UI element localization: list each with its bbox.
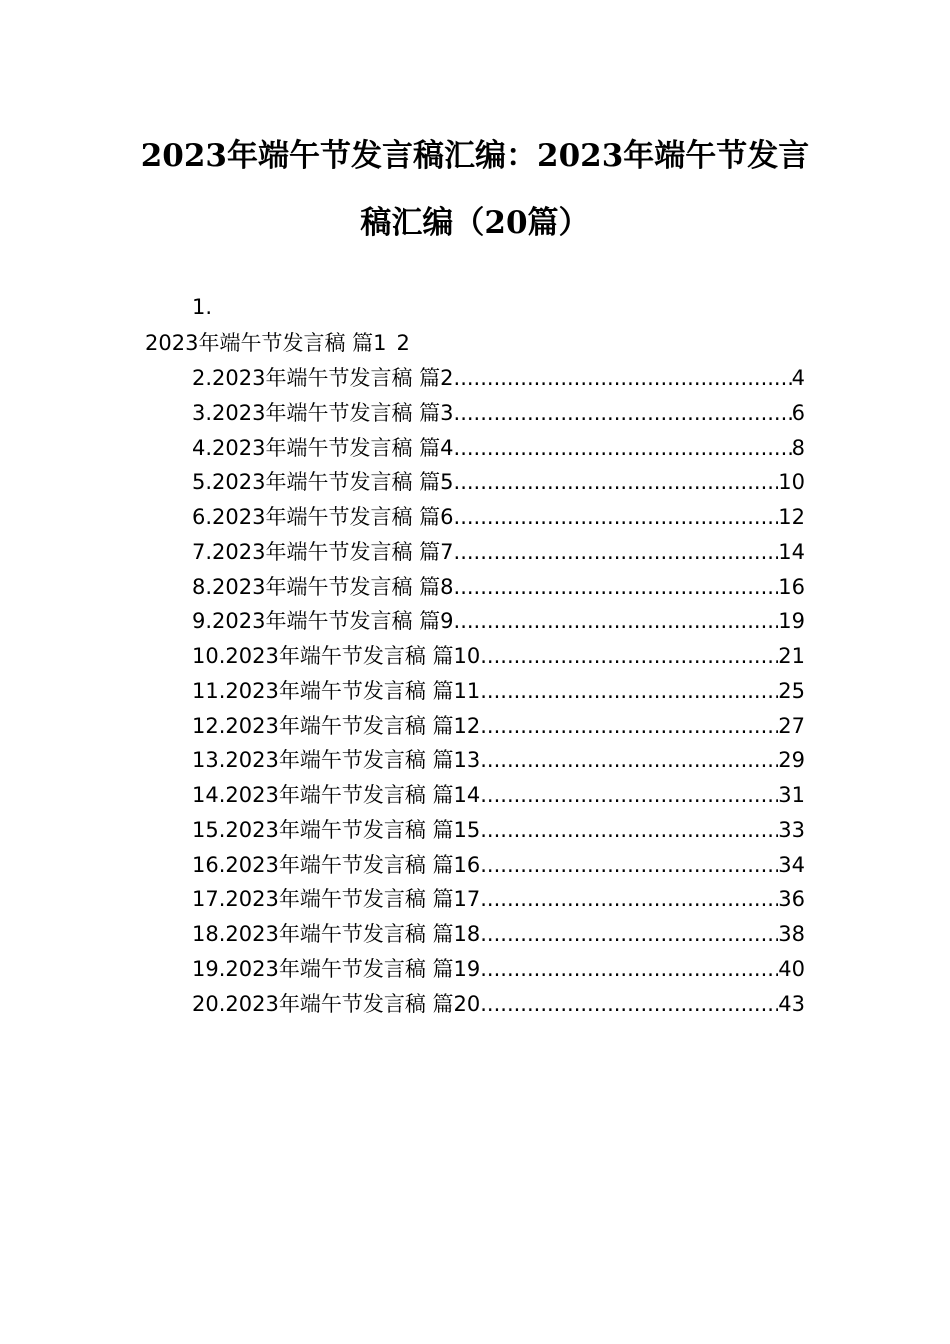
toc-dot-leader — [480, 780, 778, 810]
toc-entry-page: 29 — [778, 748, 805, 773]
toc-entry[interactable] — [192, 363, 805, 393]
toc-entry[interactable] — [192, 884, 805, 914]
toc-entry[interactable] — [192, 502, 805, 532]
toc-entry-page: 4 — [791, 366, 805, 390]
toc-entry[interactable] — [192, 954, 805, 984]
toc-entry[interactable] — [192, 919, 805, 949]
toc-entry-label: 8.2023年端午节发言稿 篇8 — [192, 574, 454, 599]
toc-dot-leader — [454, 363, 792, 393]
toc-dot-leader — [454, 398, 792, 428]
toc-dot-leader — [454, 537, 779, 567]
toc-entry[interactable] — [192, 850, 805, 880]
toc-dot-leader — [454, 606, 779, 636]
toc-entry-label: 18.2023年端午节发言稿 篇18 — [192, 922, 481, 946]
toc-entry-page: 36 — [778, 887, 805, 912]
toc-entry-label: 6.2023年端午节发言稿 篇6 — [192, 505, 454, 529]
toc-entry[interactable] — [192, 711, 805, 741]
toc-entry-label: 17.2023年端午节发言稿 篇17 — [192, 887, 481, 912]
toc-entry-1-page: 2 — [396, 331, 410, 355]
toc-entry-page: 16 — [778, 574, 805, 599]
toc-entry[interactable] — [192, 815, 805, 845]
toc-entry[interactable] — [192, 989, 805, 1019]
toc-entry-label: 5.2023年端午节发言稿 篇5 — [192, 470, 454, 495]
toc-entry[interactable] — [192, 780, 805, 810]
document-title-line-2: 稿汇编（20篇） — [360, 205, 590, 241]
toc-entry[interactable] — [192, 676, 805, 706]
toc-entry[interactable] — [192, 398, 805, 428]
toc-entry-label: 16.2023年端午节发言稿 篇16 — [192, 852, 481, 877]
toc-dot-leader — [480, 815, 778, 845]
toc-entry-page: 43 — [778, 991, 805, 1016]
toc-entry[interactable] — [192, 606, 805, 636]
toc-dot-leader — [454, 467, 779, 497]
toc-dot-leader — [480, 919, 778, 949]
toc-entry[interactable] — [192, 467, 805, 497]
toc-entry-label: 12.2023年端午节发言稿 篇12 — [192, 713, 481, 738]
toc-entry-label: 9.2023年端午节发言稿 篇9 — [192, 609, 454, 634]
toc-dot-leader — [480, 711, 778, 741]
toc-dot-leader — [454, 572, 779, 602]
toc-entry-label: 10.2023年端午节发言稿 篇10 — [192, 644, 481, 668]
toc-dot-leader — [480, 954, 778, 984]
toc-entry-1-number[interactable]: 1. — [192, 295, 213, 319]
toc-dot-leader — [480, 884, 778, 914]
toc-entry-label: 14.2023年端午节发言稿 篇14 — [192, 783, 481, 807]
toc-dot-leader — [480, 641, 778, 671]
toc-entry-page: 8 — [791, 435, 805, 460]
toc-entry-page: 12 — [778, 505, 805, 529]
toc-dot-leader — [480, 850, 778, 880]
toc-entry-label: 13.2023年端午节发言稿 篇13 — [192, 748, 481, 773]
toc-entry-page: 14 — [778, 539, 805, 564]
toc-entry-page: 25 — [778, 678, 805, 703]
toc-entry-page: 6 — [791, 400, 805, 425]
toc-dot-leader — [454, 433, 792, 463]
toc-entry-page: 33 — [778, 817, 805, 842]
toc-dot-leader — [480, 989, 778, 1019]
toc-entry[interactable] — [192, 537, 805, 567]
toc-entry-1-label: 2023年端午节发言稿 篇1 — [145, 331, 387, 355]
toc-entry-label: 11.2023年端午节发言稿 篇11 — [192, 678, 481, 703]
document-title-line-1: 2023年端午节发言稿汇编：2023年端午节发言 — [140, 138, 810, 174]
toc-dot-leader — [480, 745, 778, 775]
toc-entry-page: 31 — [778, 783, 805, 807]
toc-entry-label: 7.2023年端午节发言稿 篇7 — [192, 539, 454, 564]
toc-entry-page: 34 — [778, 852, 805, 877]
toc-dot-leader — [454, 502, 779, 532]
toc-entry[interactable] — [192, 433, 805, 463]
toc-dot-leader — [480, 676, 778, 706]
toc-entry-label: 19.2023年端午节发言稿 篇19 — [192, 956, 481, 981]
toc-entry-page: 19 — [778, 609, 805, 634]
toc-entry-page: 27 — [778, 713, 805, 738]
toc-entry-label: 4.2023年端午节发言稿 篇4 — [192, 435, 454, 460]
toc-entry[interactable] — [192, 572, 805, 602]
toc-entry-label: 3.2023年端午节发言稿 篇3 — [192, 400, 454, 425]
toc-entry-page: 40 — [778, 956, 805, 981]
toc-entry[interactable] — [192, 641, 805, 671]
toc-entry-page: 38 — [778, 922, 805, 946]
toc-entry[interactable] — [192, 745, 805, 775]
toc-entry-page: 21 — [778, 644, 805, 668]
toc-entry-label: 15.2023年端午节发言稿 篇15 — [192, 817, 481, 842]
toc-entry-label: 2.2023年端午节发言稿 篇2 — [192, 366, 454, 390]
toc-entry-page: 10 — [778, 470, 805, 495]
toc-entry-label: 20.2023年端午节发言稿 篇20 — [192, 991, 481, 1016]
toc-entry-1[interactable] — [145, 328, 410, 358]
